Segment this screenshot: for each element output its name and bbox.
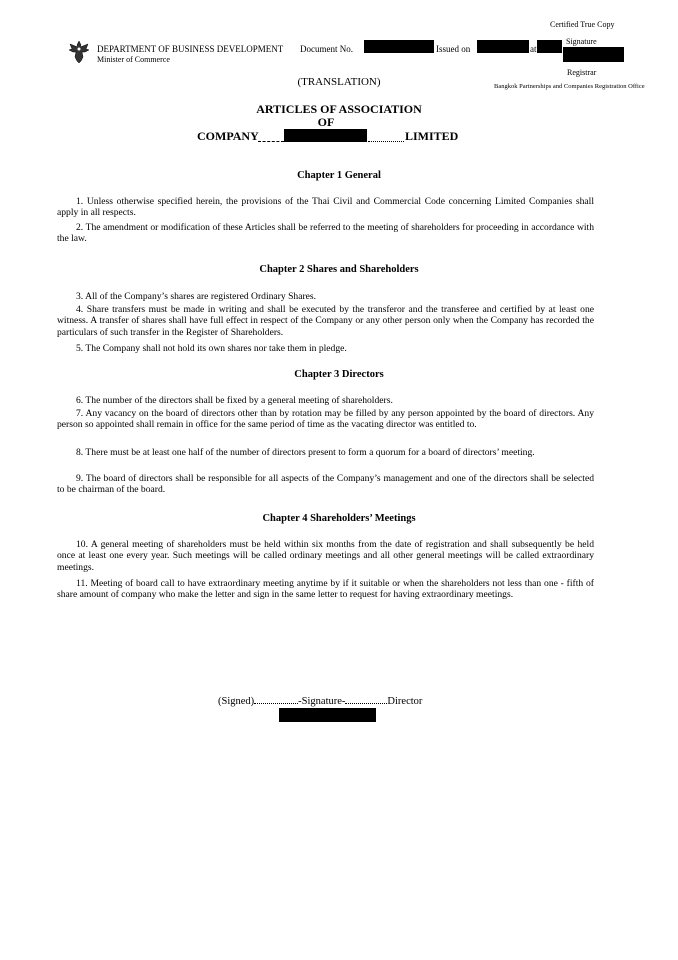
redacted-document-no	[364, 40, 434, 53]
ministry-name: Minister of Commerce	[97, 55, 170, 64]
redacted-issue-date	[477, 40, 529, 53]
article-11: 11. Meeting of board call to have extraordinary meeting anytime by if it suitable or when the shareholders not less than one - fifth of share amount of company who make the letter and sign in the same letter to request for having extraordinary meetings.	[57, 578, 594, 601]
redacted-registrar-signature	[563, 47, 624, 62]
title-limited: LIMITED	[405, 129, 459, 143]
title-company: COMPANY	[197, 129, 259, 143]
registrar-label: Registrar	[567, 68, 597, 77]
article-9: 9. The board of directors shall be responsible for all aspects of the Company’s management and one of the directors shall be selected to be chairman of the board.	[57, 473, 594, 496]
signature-text: -Signature-	[298, 696, 346, 707]
signature-line	[218, 696, 422, 707]
article-3: 3. All of the Company’s shares are registered Ordinary Shares.	[76, 291, 317, 302]
redacted-time	[537, 40, 562, 53]
signed-label: (Signed)	[218, 696, 255, 707]
title-articles: ARTICLES OF ASSOCIATION	[256, 102, 422, 116]
article-1: 1. Unless otherwise specified herein, the provisions of the Thai Civil and Commercial Code concerning Limited Companies shall apply in all respects.	[57, 196, 594, 219]
translation-label: (TRANSLATION)	[297, 76, 381, 88]
company-name-blank-right	[368, 141, 404, 142]
article-7: 7. Any vacancy on the board of directors other than by rotation may be filled by any person appointed by the board of directors. Any person so appointed shall remain in office for the same period of time as the vacating director was entitled to.	[57, 408, 594, 431]
registration-office: Bangkok Partnerships and Companies Registration Office	[494, 83, 645, 90]
article-5: 5. The Company shall not hold its own shares nor take them in pledge.	[76, 343, 347, 354]
redacted-company-name	[284, 129, 367, 142]
certified-true-copy: Certified True Copy	[550, 20, 615, 29]
company-name-blank-left	[258, 141, 284, 142]
chapter-2-heading: Chapter 2 Shares and Shareholders	[259, 264, 419, 275]
signature-label: Signature	[566, 37, 597, 46]
article-2: 2. The amendment or modification of these Articles shall be referred to the meeting of shareholders for proceeding in accordance with the law.	[57, 222, 594, 245]
chapter-1-heading: Chapter 1 General	[297, 170, 381, 181]
chapter-3-heading: Chapter 3 Directors	[294, 369, 384, 380]
chapter-4-heading: Chapter 4 Shareholders’ Meetings	[262, 513, 416, 524]
signature-dots-right	[345, 703, 387, 704]
signature-dots-left	[254, 703, 298, 704]
article-4: 4. Share transfers must be made in writing and shall be executed by the transferor and the transferee and certified by at least one witness. A transfer of shares shall have full effect in respect of the Company or any other person only when the Company has recorded the particulars of such transfer in the Register of Shareholders.	[57, 304, 594, 338]
article-6: 6. The number of the directors shall be fixed by a general meeting of shareholders.	[76, 395, 393, 406]
document-no-label: Document No.	[300, 44, 353, 54]
director-label: Director	[387, 696, 423, 707]
at-label: at	[530, 44, 537, 54]
issued-on-label: Issued on	[436, 44, 471, 54]
title-of: OF	[317, 115, 335, 129]
garuda-emblem-icon	[68, 40, 90, 64]
article-8: 8. There must be at least one half of the number of directors present to form a quorum for a board of directors’ meeting.	[76, 447, 535, 458]
redacted-director-name	[279, 708, 376, 722]
article-10: 10. A general meeting of shareholders must be held within six months from the date of registration and shall subsequently be held once at least one every year. Such meetings will be called ordinary meetings and all other general meetings will be called extraordinary meetings.	[57, 539, 594, 573]
department-name: DEPARTMENT OF BUSINESS DEVELOPMENT	[97, 44, 284, 54]
